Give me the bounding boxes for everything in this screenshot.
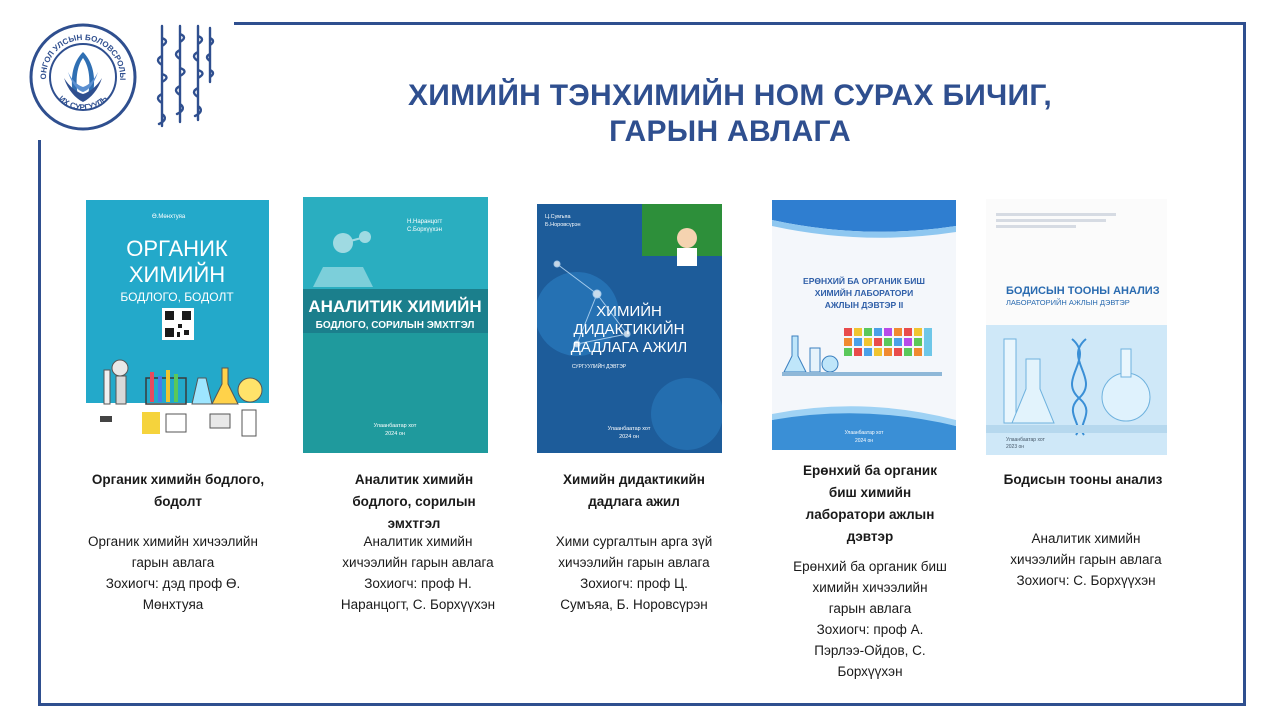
- cover-title-line: АНАЛИТИК ХИМИЙН: [308, 297, 482, 316]
- book-cover-chemistry-didactics: [537, 204, 722, 453]
- description-line: Борхүүхэн: [837, 664, 903, 679]
- cover-title-line: ХИМИЙН ЛАБОРАТОРИ: [814, 288, 914, 298]
- book-description: [534, 531, 734, 615]
- cover-author: Ц.Сумъяа: [545, 214, 571, 220]
- description-line: Зохиогч: проф Ц.: [580, 576, 688, 591]
- university-logo: [28, 22, 138, 132]
- frame-left-line: [38, 140, 41, 706]
- cover-footer: Улаанбаатар хот: [373, 423, 417, 429]
- description-line: Наранцогт, С. Борхүүхэн: [340, 597, 496, 612]
- cover-title-line: АЖЛЫН ДЭВТЭР II: [824, 300, 904, 310]
- book-cover-quantitative-analysis: [986, 199, 1167, 455]
- description-line: Зохиогч: проф Н.: [364, 576, 472, 591]
- periodic-table-illustration: [844, 328, 932, 356]
- cover-title-line: ОРГАНИК: [126, 236, 228, 261]
- description-line: гарын авлага: [131, 555, 215, 570]
- book-title: Органик химийн бодлого, бодолт: [91, 472, 265, 509]
- cover-author: С.Борхүүхэн: [407, 227, 442, 233]
- logo-text-bottom: ИХ СУРГУУЛЬ: [56, 94, 110, 112]
- description-line: Органик химийн хичээлийн: [88, 534, 258, 549]
- cover-footer: 2023 он: [1006, 444, 1025, 450]
- frame-bottom-line: [38, 703, 1246, 706]
- description-line: Пэрлээ-Ойдов, С.: [814, 643, 926, 658]
- cover-subtitle: ЛАБОРАТОРИЙН АЖЛЫН ДЭВТЭР: [1006, 298, 1130, 307]
- book-title: Ерөнхий ба органик биш химийн лаборатори ажлын дэвтэр: [803, 463, 937, 544]
- cover-subtitle: БОДЛОГО, БОДОЛТ: [120, 290, 234, 304]
- cover-title-line: ДИДАКТИКИЙН: [573, 321, 685, 338]
- book-cover-general-inorganic-lab: [772, 200, 956, 450]
- cover-author: Н.Наранцогт: [407, 219, 443, 225]
- book-title: Аналитик химийн бодлого, сорилын эмхтгэл: [352, 472, 476, 531]
- book-title: Бодисын тооны анализ: [1003, 472, 1163, 487]
- cover-footer: Улаанбаатар хот: [1006, 437, 1045, 443]
- description-line: Аналитик химийн: [363, 534, 473, 549]
- logo-text-top: ОНГОЛ УЛСЫН БОЛОВСРОЛЫ: [38, 32, 128, 81]
- qr-code-icon: [162, 308, 194, 340]
- description-line: хичээлийн гарын авлага: [558, 555, 710, 570]
- description-line: химийн хичээлийн: [812, 580, 928, 595]
- description-line: хичээлийн гарын авлага: [342, 555, 494, 570]
- book-description: [770, 556, 970, 682]
- description-line: Мөнхтуяа: [142, 597, 204, 612]
- page-title-line-2: ГАРЫН АВЛАГА: [609, 115, 851, 148]
- description-line: Хими сургалтын арга зүй: [555, 534, 713, 549]
- cover-subtitle: БОДЛОГО, СОРИЛЫН ЭМХТГЭЛ: [315, 320, 475, 331]
- book-title: Химийн дидактикийн дадлага ажил: [563, 472, 705, 509]
- description-line: Ерөнхий ба органик биш: [793, 559, 947, 574]
- description-line: Зохиогч: С. Борхүүхэн: [1016, 573, 1156, 588]
- description-line: хичээлийн гарын авлага: [1010, 552, 1162, 567]
- page-title: [330, 78, 1130, 150]
- cover-title-line: ХИМИЙН: [596, 303, 662, 320]
- cover-title-line: БОДИСЫН ТООНЫ АНАЛИЗ: [1006, 285, 1160, 297]
- book-description: [986, 528, 1186, 591]
- description-line: Сумъяа, Б. Норовсүрэн: [560, 597, 708, 612]
- cover-footer: 2024 он: [854, 438, 874, 444]
- cover-author: Ө.Мөнхтуяа: [152, 214, 186, 220]
- cover-title-line: ХИМИЙН: [128, 262, 226, 287]
- book-description: [66, 531, 280, 615]
- cover-author: Б.Норовсүрэн: [545, 222, 581, 228]
- page-title-line-1: ХИМИЙН ТЭНХИМИЙН НОМ СУРАХ БИЧИГ,: [408, 79, 1052, 112]
- cover-title-line: ЕРӨНХИЙ БА ОРГАНИК БИШ: [803, 276, 925, 286]
- description-line: Зохиогч: дэд проф Ө.: [105, 576, 241, 591]
- cover-footer: 2024 он: [619, 434, 639, 440]
- description-line: Зохиогч: проф А.: [816, 622, 924, 637]
- cover-title-line: ДАДЛАГА АЖИЛ: [570, 339, 688, 356]
- cover-footer: Улаанбаатар хот: [607, 426, 651, 432]
- cover-footer: 2024 он: [385, 431, 405, 437]
- description-line: гарын авлага: [828, 601, 912, 616]
- book-cover-analytical-chemistry: [303, 197, 488, 453]
- frame-top-line: [234, 22, 1246, 25]
- book-cover-organic-chemistry: [86, 200, 269, 455]
- description-line: Аналитик химийн: [1031, 531, 1141, 546]
- cover-subtitle: СУРГУУЛИЙН ДЭВТЭР: [571, 364, 627, 370]
- cover-footer: Улаанбаатар хот: [844, 430, 884, 436]
- book-description: [318, 531, 518, 615]
- frame-right-line: [1243, 22, 1246, 706]
- mongolian-script-logo: [150, 22, 220, 134]
